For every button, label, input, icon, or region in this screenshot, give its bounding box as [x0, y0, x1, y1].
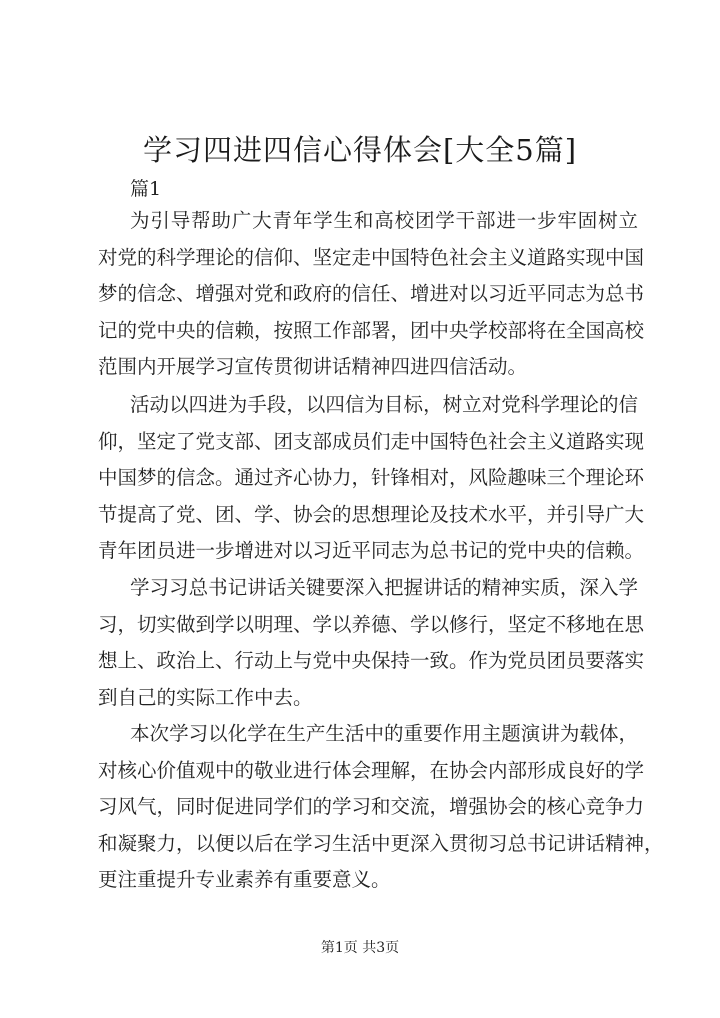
paragraph-1-line: 梦的信念、增强对党和政府的信任、增进对以习近平同志为总书	[98, 282, 645, 306]
paragraph-1-line: 范围内开展学习宣传贯彻讲话精神四进四信活动。	[98, 355, 528, 379]
paragraph-4-line: 更注重提升专业素养有重要意义。	[98, 868, 391, 892]
paragraph-3-line: 习，切实做到学以明理、学以养德、学以修行，坚定不移地在思	[98, 612, 645, 636]
paragraph-3-line: 学习习总书记讲话关键要深入把握讲话的精神实质，深入学	[130, 576, 638, 599]
paragraph-2-line: 节提高了党、团、学、协会的思想理论及技术水平，并引导广大	[98, 502, 645, 526]
document-title: 学习四进四信心得体会[大全5篇]	[142, 133, 578, 167]
paragraph-3-line: 想上、政治上、行动上与党中央保持一致。作为党员团员要落实	[98, 649, 645, 673]
paragraph-4-line: 和凝聚力，以便以后在学习生活中更深入贯彻习总书记讲话精神，	[98, 831, 664, 855]
paragraph-4-line: 本次学习以化学在生产生活中的重要作用主题演讲为载体，	[130, 722, 638, 745]
paragraph-2-line: 仰，坚定了党支部、团支部成员们走中国特色社会主义道路实现	[98, 429, 645, 453]
paragraph-1-line: 对党的科学理论的信仰、坚定走中国特色社会主义道路实现中国	[98, 245, 645, 269]
paragraph-4-line: 对核心价值观中的敬业进行体会理解，在协会内部形成良好的学	[98, 758, 645, 782]
paragraph-1-line: 为引导帮助广大青年学生和高校团学干部进一步牢固树立	[130, 209, 638, 232]
paragraph-4-line: 习风气，同时促进同学们的学习和交流，增强协会的核心竞争力	[98, 795, 645, 819]
paragraph-1-line: 记的党中央的信赖，按照工作部署，团中央学校部将在全国高校	[98, 318, 645, 342]
paragraph-2-line: 活动以四进为手段，以四信为目标，树立对党科学理论的信	[130, 393, 638, 416]
paragraph-3-line: 到自己的实际工作中去。	[98, 685, 313, 709]
paragraph-2-line: 中国梦的信念。通过齐心协力，针锋相对，风险趣味三个理论环	[98, 466, 645, 490]
page-footer: 第1页 共3页	[320, 940, 400, 956]
paragraph-2-line: 青年团员进一步增进对以习近平同志为总书记的党中央的信赖。	[98, 539, 645, 563]
section-heading: 篇1	[130, 178, 162, 200]
